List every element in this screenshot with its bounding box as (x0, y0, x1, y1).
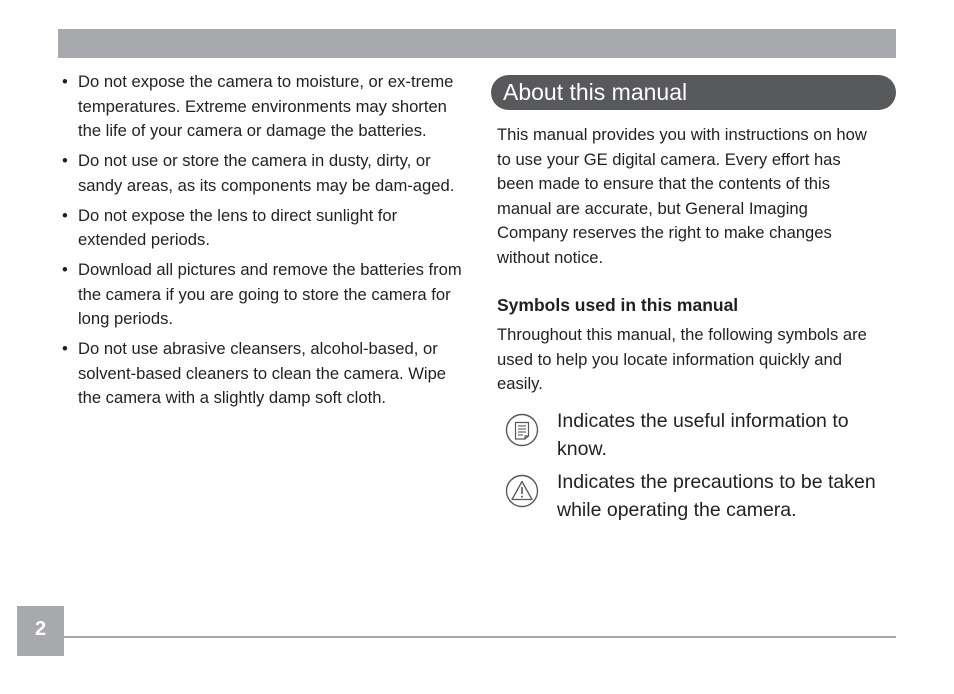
bullet-marker: • (62, 339, 68, 358)
symbol-warning-text: Indicates the precautions to be taken while operating the camera. (557, 471, 876, 521)
precaution-item (62, 337, 470, 411)
symbol-note-text: Indicates the useful information to know. (557, 410, 849, 460)
symbols-intro: Throughout this manual, the following symbols are used to help you locate information quickly and easily. (497, 325, 867, 393)
section-title: About this manual (491, 75, 896, 110)
bullet-marker: • (62, 260, 68, 279)
precaution-text: Do not expose the camera to moisture, or ex-treme temperatures. Extreme environments may shorten the life of your camera or damage the batteries. (78, 72, 454, 140)
footer-rule (64, 636, 896, 638)
precaution-text: Do not expose the lens to direct sunlight for extended periods. (78, 205, 398, 249)
warning-icon (505, 474, 539, 508)
precaution-text: Do not use or store the camera in dusty, dirty, or sandy areas, as its components may be dam-aged. (78, 151, 455, 195)
precaution-item (62, 149, 470, 198)
precaution-item (62, 204, 470, 253)
symbols-heading: Symbols used in this manual (497, 295, 739, 315)
page-number: 2 (17, 606, 64, 656)
bullet-marker: • (62, 72, 68, 91)
bullet-marker: • (62, 205, 68, 225)
precaution-item (62, 258, 470, 332)
precaution-text: Do not use abrasive cleansers, alcohol-based, or solvent-based cleaners to clean the camera. Wipe the camera with a slightly damp soft cloth. (78, 339, 447, 407)
bullet-marker: • (62, 151, 68, 170)
top-decorative-bar (58, 29, 896, 58)
precautions-list (62, 70, 470, 416)
precaution-text: Download all pictures and remove the batteries from the camera if you are going to store the camera for long periods. (78, 260, 462, 328)
note-icon (505, 413, 539, 447)
precaution-item (62, 70, 470, 144)
about-body: This manual provides you with instructions on how to use your GE digital camera. Every effort has been made to ensure that the contents of this manual are accurate, but General Imaging Company reserves the right to make changes without notice. (497, 125, 867, 267)
